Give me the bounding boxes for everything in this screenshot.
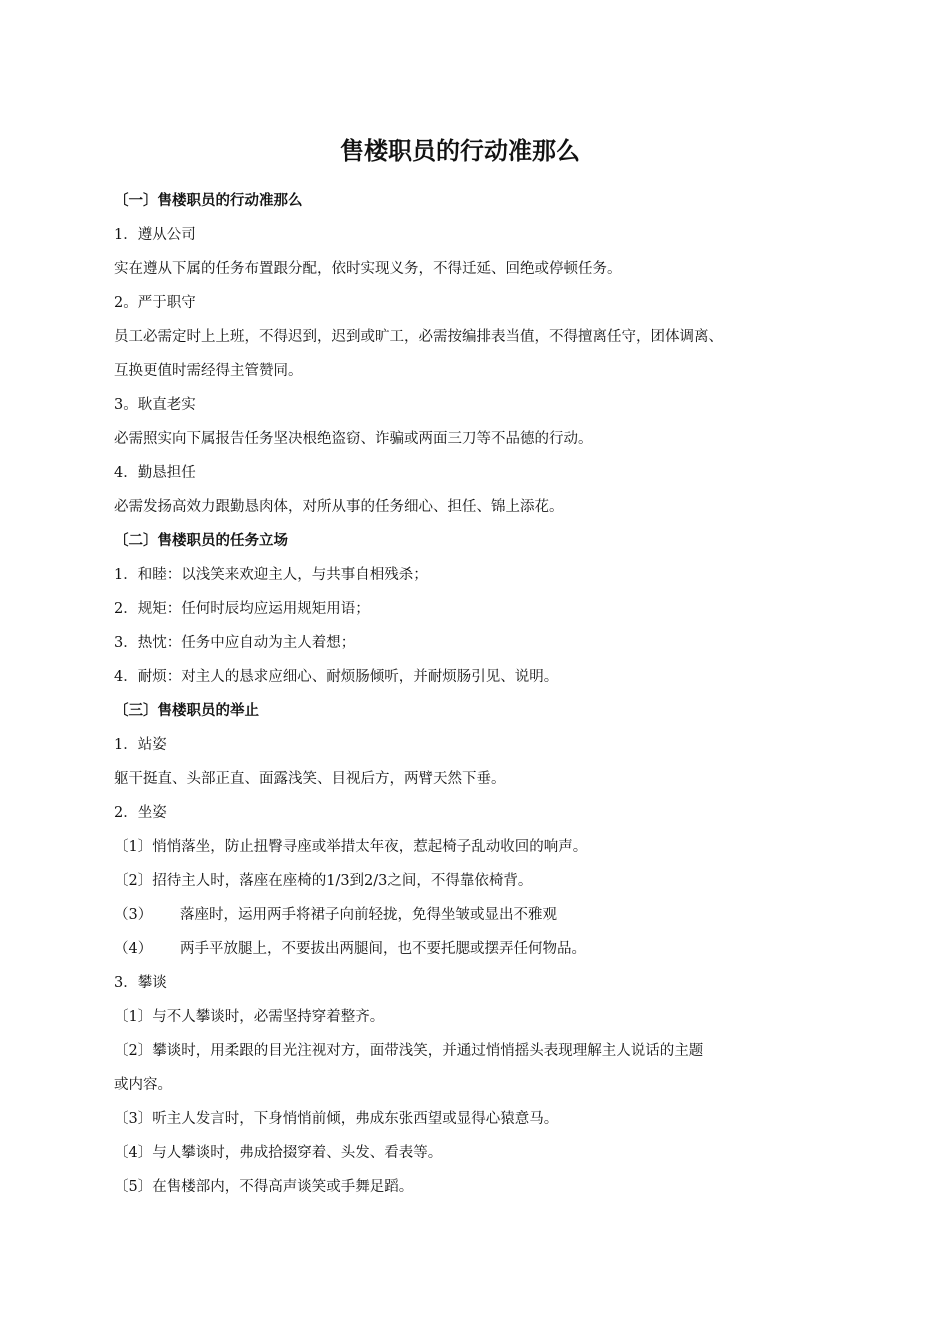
- paragraph-line: 〔5〕在售楼部内，不得高声谈笑或手舞足蹈。: [114, 1179, 414, 1195]
- paragraph-line: 〔1〕悄悄落坐，防止扭臀寻座或举措太年夜，惹起椅子乱动收回的响声。: [114, 839, 588, 855]
- paragraph-line: 2。严于职守: [114, 295, 196, 311]
- section-heading: 〔一〕售楼职员的行动准那么: [114, 193, 303, 209]
- paragraph-line: 必需照实向下属报告任务坚决根绝盗窃、诈骗或两面三刀等不品德的行动。: [114, 431, 593, 447]
- list-text: 两手平放腿上，不要拔出两腿间，也不要托腮或摆弄任何物品。: [180, 941, 586, 957]
- document-body: [114, 184, 834, 1204]
- paragraph-line: 〔3〕听主人发言时，下身悄悄前倾，弗成东张西望或显得心猿意马。: [114, 1111, 559, 1127]
- paragraph-line: 躯干挺直、头部正直、面露浅笑、目视后方，两臂天然下垂。: [114, 771, 506, 787]
- section-heading: 〔二〕售楼职员的任务立场: [114, 533, 288, 549]
- paragraph-line: 1．站姿: [114, 737, 167, 753]
- paragraph-line: 〔2〕招待主人时，落座在座椅的1/3到2/3之间，不得靠依椅背。: [114, 873, 533, 889]
- paragraph-line: 〔2〕攀谈时，用柔跟的目光注视对方，面带浅笑，并通过悄悄摇头表现理解主人说话的主题: [114, 1043, 704, 1059]
- paragraph-line: 必需发扬高效力跟勤恳肉体，对所从事的任务细心、担任、锦上添花。: [114, 499, 564, 515]
- paragraph-line: 〔4〕与人攀谈时，弗成拾掇穿着、头发、看表等。: [114, 1145, 443, 1161]
- paragraph-line: [114, 898, 834, 932]
- paragraph-line: 员工必需定时上上班，不得迟到，迟到或旷工，必需按编排表当值，不得擅离任守，团体调离、: [114, 329, 723, 345]
- paragraph-line: 实在遵从下属的任务布置跟分配，依时实现义务，不得迁延、回绝或停顿任务。: [114, 261, 622, 277]
- document-title: 售楼职员的行动准那么: [340, 137, 580, 165]
- paragraph-line: 2．坐姿: [114, 805, 167, 821]
- paragraph-line: [114, 932, 834, 966]
- paragraph-line: 4．勤恳担任: [114, 465, 196, 481]
- paragraph-line: 3。耿直老实: [114, 397, 196, 413]
- paragraph-line: 1．和睦：以浅笑来欢迎主人，与共事自相残杀；: [114, 567, 428, 583]
- section-heading: 〔三〕售楼职员的举止: [114, 703, 259, 719]
- paragraph-line: 2．规矩：任何时辰均应运用规矩用语；: [114, 601, 370, 617]
- paragraph-line: 1．遵从公司: [114, 227, 196, 243]
- list-number: （3）: [114, 907, 153, 923]
- paragraph-line: 互换更值时需经得主管赞同。: [114, 363, 303, 379]
- paragraph-line: 或内容。: [114, 1077, 172, 1093]
- paragraph-line: 〔1〕与不人攀谈时，必需坚持穿着整齐。: [114, 1009, 385, 1025]
- paragraph-line: 3．攀谈: [114, 975, 167, 991]
- list-number: （4）: [114, 941, 153, 957]
- paragraph-line: 4．耐烦：对主人的恳求应细心、耐烦肠倾听，并耐烦肠引见、说明。: [114, 669, 559, 685]
- list-text: 落座时，运用两手将裙子向前轻拢，免得坐皱或显出不雅观: [180, 907, 557, 923]
- paragraph-line: 3．热忱：任务中应自动为主人着想；: [114, 635, 356, 651]
